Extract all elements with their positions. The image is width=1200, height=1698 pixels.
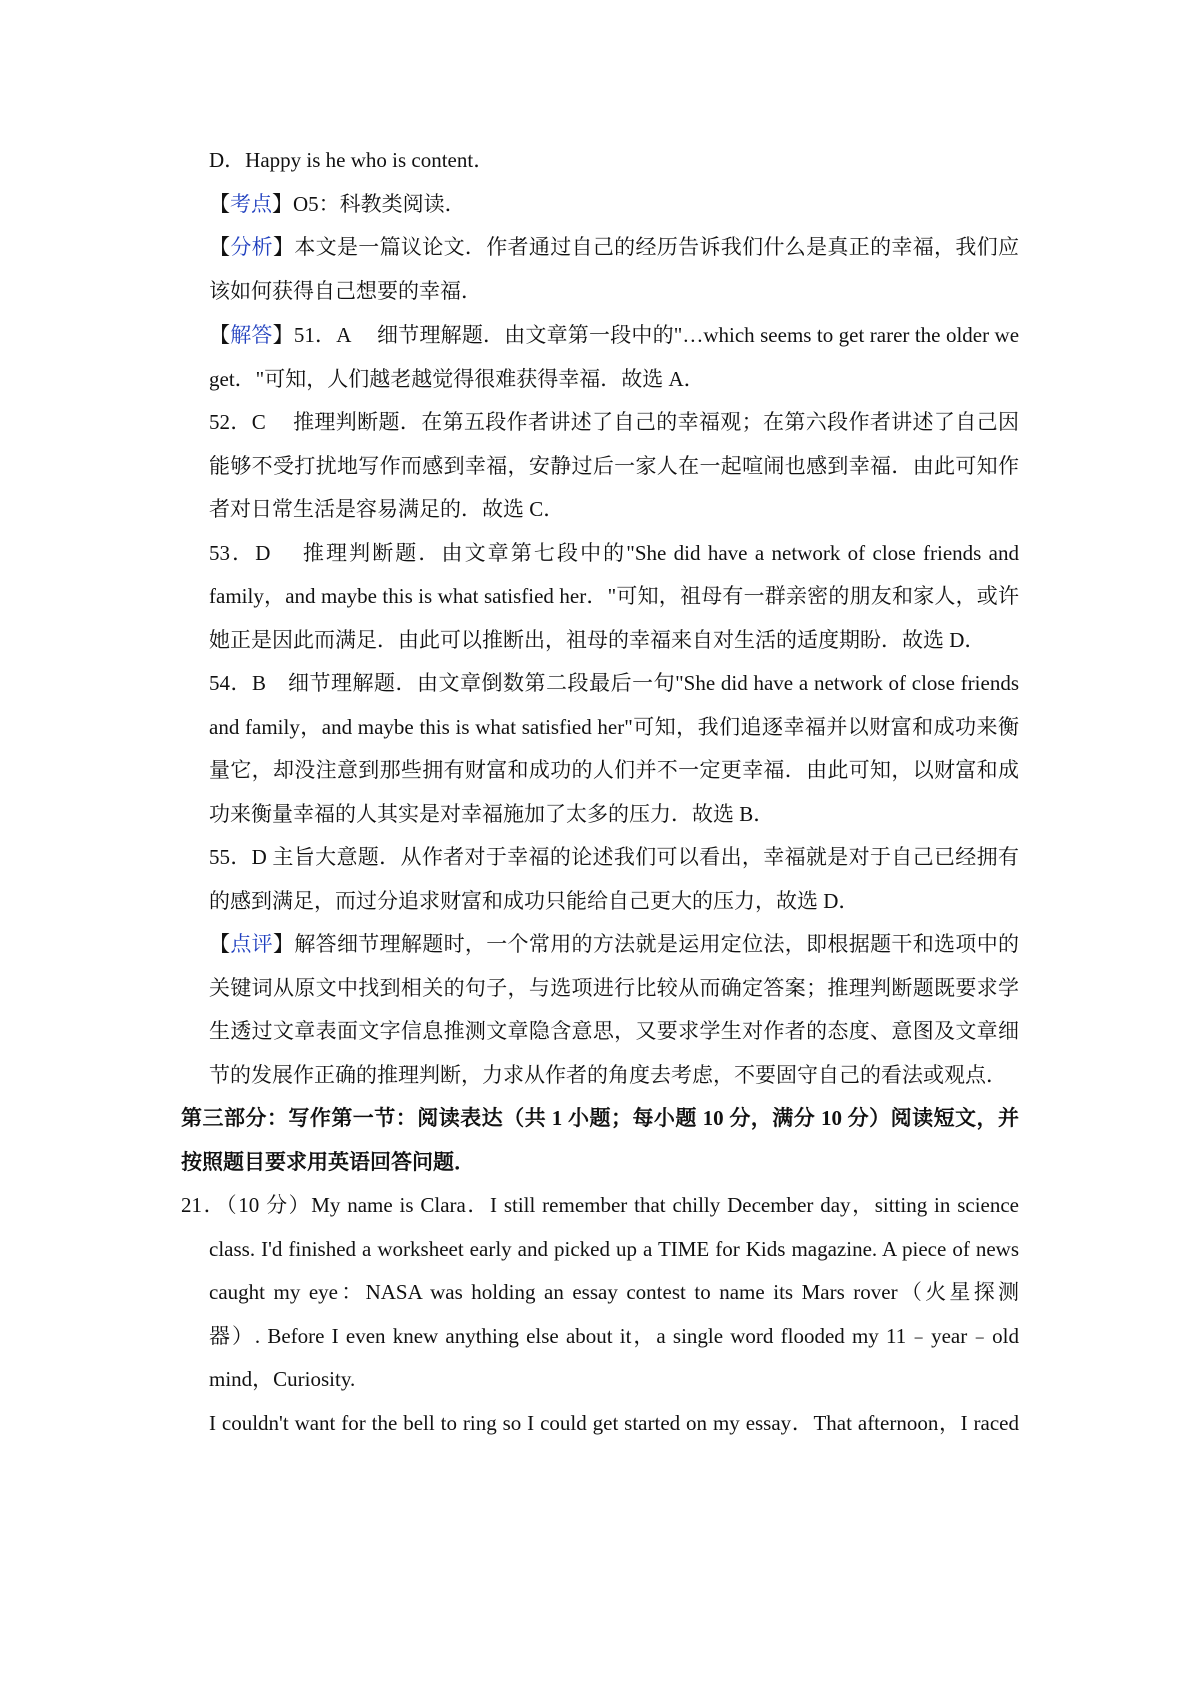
jieda-tag: 【解答】: [209, 323, 294, 347]
dianping-line-3: [209, 1018, 1019, 1044]
answer-54-text-4: 功来衡量幸福的人其实是对幸福施加了太多的压力．故选 B．: [209, 802, 775, 826]
answer-52-text-2: 能够不受打扰地写作而感到幸福，安静过后一家人在一起喧闹也感到幸福．由此可知作: [209, 454, 1019, 478]
section-heading-2: [181, 1149, 1019, 1175]
question-21-text-4: 器）. Before I even knew anything else about it，a single word flooded my 11﹣year﹣old: [209, 1324, 1019, 1348]
answer-53-text-2: family，and maybe this is what satisfied her．"可知，祖母有一群亲密的朋友和家人，或许: [209, 584, 1019, 608]
answer-54-line: [209, 670, 1019, 696]
fenxi-line: [209, 234, 1019, 260]
option-d-line: [209, 147, 1019, 173]
dianping-text-2: 关键词从原文中找到相关的句子，与选项进行比较从而确定答案；推理判断题既要求学: [209, 976, 1019, 1000]
answer-53-line: [209, 540, 1019, 566]
dianping-tag: 【点评】: [209, 932, 295, 956]
answer-52-text-3: 者对日常生活是容易满足的．故选 C．: [209, 497, 565, 521]
answer-54-text-2: and family，and maybe this is what satisfied her"可知，我们追逐幸福并以财富和成功来衡: [209, 715, 1019, 739]
dianping-text: 解答细节理解题时，一个常用的方法就是运用定位法，即根据题干和选项中的: [294, 932, 1020, 956]
question-21-line-5: [209, 1366, 1019, 1392]
answer-52-text: 52．C 推理判断题．在第五段作者讲述了自己的幸福观；在第六段作者讲述了自己因: [209, 410, 1019, 434]
answer-51-text-2: get．"可知，人们越老越觉得很难获得幸福．故选 A．: [209, 367, 705, 391]
dianping-line-4: [209, 1062, 1019, 1088]
answer-52-line: [209, 409, 1019, 435]
question-21-text-6: I couldn't want for the bell to ring so I could get started on my essay．That afternoon，I raced: [209, 1411, 1019, 1435]
dianping-text-3: 生透过文章表面文字信息推测文章隐含意思，又要求学生对作者的态度、意图及文章细: [209, 1019, 1019, 1043]
dianping-line: [209, 931, 1019, 957]
answer-55-line: [209, 844, 1019, 870]
question-21-text-3: caught my eye：NASA was holding an essay contest to name its Mars rover（火星探测: [209, 1280, 1019, 1304]
fenxi-text-2: 该如何获得自己想要的幸福．: [209, 279, 482, 303]
question-21-line-2: [209, 1236, 1019, 1262]
fenxi-tag: 【分析】: [209, 235, 295, 259]
answer-53-text: 53．D 推理判断题．由文章第七段中的"She did have a network of close friends and: [209, 541, 1019, 565]
section-heading-text: 第三部分：写作第一节：阅读表达（共 1 小题；每小题 10 分，满分 10 分）阅读短文，并: [181, 1106, 1019, 1130]
kaodian-text: O5：科教类阅读．: [293, 192, 466, 216]
answer-52-line-3: [209, 496, 1019, 522]
kaodian-tag: 【考点】: [209, 192, 293, 216]
answer-54-line-2: [209, 714, 1019, 740]
answer-54-text: 54．B 细节理解题．由文章倒数第二段最后一句"She did have a network of close friends: [209, 671, 1019, 695]
option-d-text: D．Happy is he who is content．: [209, 148, 495, 172]
answer-52-line-2: [209, 453, 1019, 479]
fenxi-line-2: [209, 278, 1019, 304]
section-heading: [181, 1105, 1019, 1131]
question-21-text-5: mind，Curiosity.: [209, 1367, 356, 1391]
answer-53-line-3: [209, 627, 1019, 653]
answer-55-text-2: 的感到满足，而过分追求财富和成功只能给自己更大的压力，故选 D．: [209, 889, 860, 913]
section-heading-text-2: 按照题目要求用英语回答问题．: [181, 1150, 475, 1174]
answer-54-text-3: 量它，却没注意到那些拥有财富和成功的人们并不一定更幸福．由此可知，以财富和成: [209, 758, 1019, 782]
question-21-text-2: class. I'd finished a worksheet early and picked up a TIME for Kids magazine. A piece of news: [209, 1237, 1019, 1261]
question-21-line: [181, 1192, 1019, 1218]
fenxi-text: 本文是一篇议论文．作者通过自己的经历告诉我们什么是真正的幸福，我们应: [294, 235, 1020, 259]
answer-55-text: 55．D 主旨大意题．从作者对于幸福的论述我们可以看出，幸福就是对于自己已经拥有: [209, 845, 1019, 869]
question-21-line-4: [209, 1323, 1019, 1349]
question-21-text: 21．（10 分）My name is Clara．I still remember that chilly December day，sitting in science: [181, 1193, 1019, 1217]
answer-54-line-4: [209, 801, 1019, 827]
answer-53-text-3: 她正是因此而满足．由此可以推断出，祖母的幸福来自对生活的适度期盼．故选 D．: [209, 628, 986, 652]
dianping-line-2: [209, 975, 1019, 1001]
answer-53-line-2: [209, 583, 1019, 609]
question-21-line-6: [209, 1410, 1019, 1436]
answer-55-line-2: [209, 888, 1019, 914]
dianping-text-4: 节的发展作正确的推理判断，力求从作者的角度去考虑，不要固守自己的看法或观点．: [209, 1063, 1007, 1087]
jieda-text: 51．A 细节理解题．由文章第一段中的"…which seems to get rarer the older we: [293, 323, 1020, 347]
kaodian-line: [209, 191, 1019, 217]
answer-51-line-2: [209, 366, 1019, 392]
jieda-line: [209, 322, 1019, 348]
answer-54-line-3: [209, 757, 1019, 783]
question-21-line-3: [209, 1279, 1019, 1305]
